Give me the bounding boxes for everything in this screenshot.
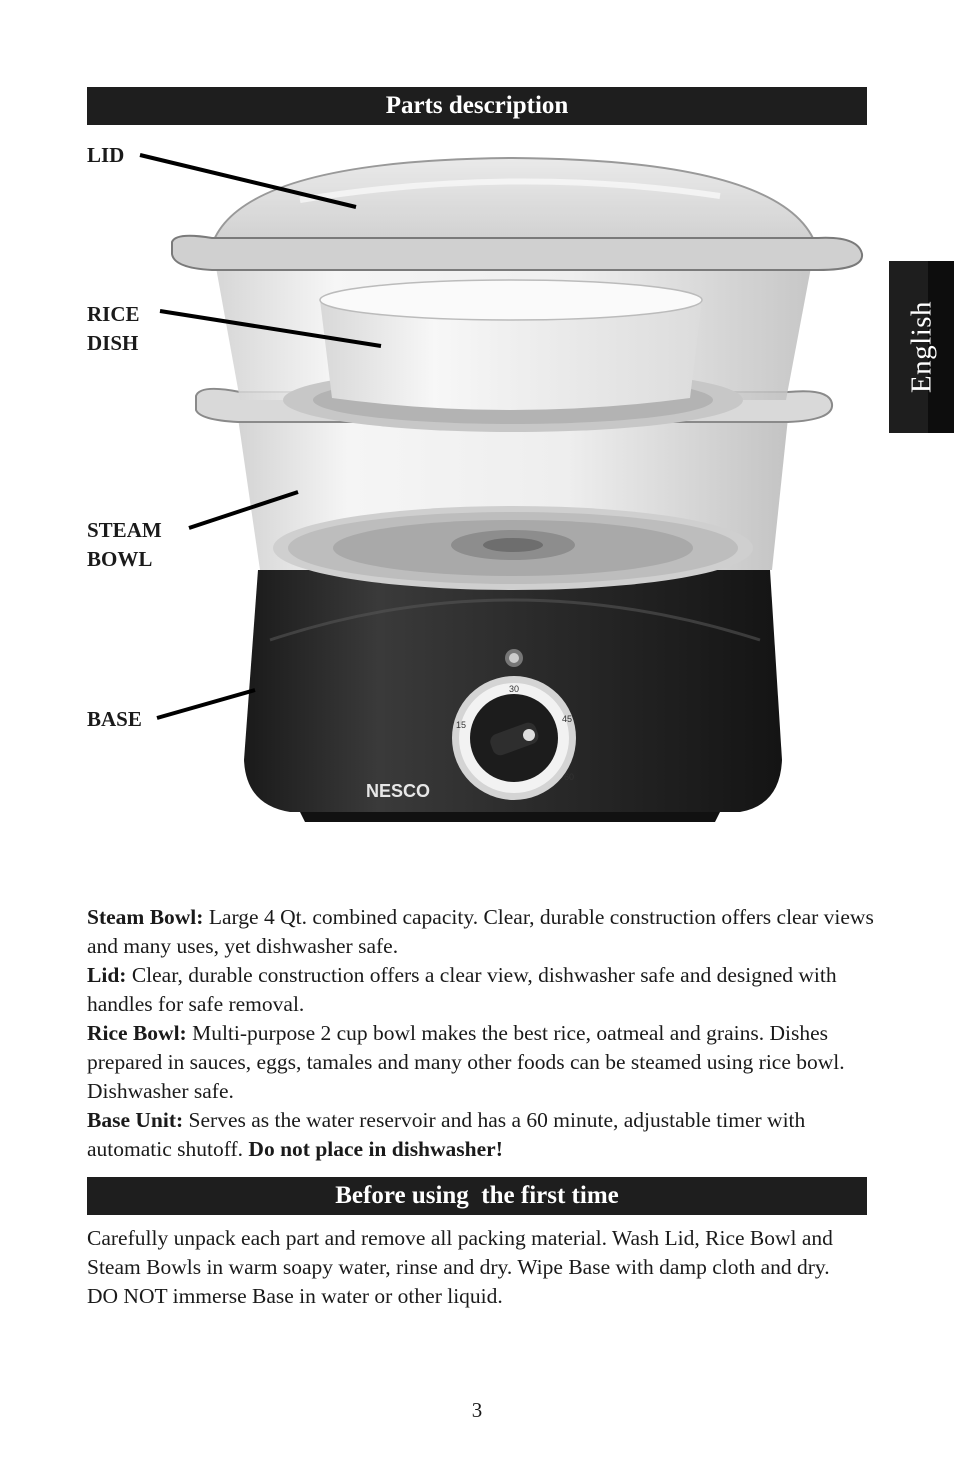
desc-lid-text: Clear, durable construction offers a clear view, dishwasher safe and designed with handles for safe removal. xyxy=(87,963,837,1016)
callout-lid-label: LID xyxy=(87,143,125,167)
desc-steam-bowl xyxy=(87,903,877,961)
parts-description-header: Parts description xyxy=(87,87,867,125)
before-paragraph-1: Carefully unpack each part and remove all packing material. Wash Lid, Rice Bowl and Steam Bowls in warm soapy water, rinse and dry. Wipe Base with damp cloth and dry. xyxy=(87,1226,833,1279)
steamer-lid xyxy=(172,158,862,270)
desc-rice-bowl-term: Rice Bowl: xyxy=(87,1021,187,1045)
desc-lid-term: Lid: xyxy=(87,963,127,987)
dial-tick-30: 30 xyxy=(508,684,520,694)
desc-rice-bowl-text: Multi-purpose 2 cup bowl makes the best rice, oatmeal and grains. Dishes prepared in sauces, eggs, tamales and many other foods can be steamed using rice bowl. Dishwasher safe. xyxy=(87,1021,845,1103)
food-steamer-illustration xyxy=(0,130,954,890)
desc-base-unit-term: Base Unit: xyxy=(87,1108,184,1132)
callout-base-label: BASE xyxy=(87,707,142,731)
language-tab-label: English xyxy=(905,300,937,394)
callout-rice-line1: RICE xyxy=(87,302,140,326)
callout-rice-line2: DISH xyxy=(87,331,139,355)
before-first-use-text xyxy=(87,1224,877,1311)
before-first-use-header: Before using the first time xyxy=(87,1177,867,1215)
desc-base-unit-warning: Do not place in dishwasher! xyxy=(248,1137,503,1161)
timer-dial xyxy=(452,676,576,800)
dial-tick-60: 60 xyxy=(563,772,575,782)
dial-tick-15: 15 xyxy=(455,720,467,730)
page-number: 3 xyxy=(471,1398,483,1422)
base-unit xyxy=(244,570,782,822)
desc-rice-bowl xyxy=(87,1019,877,1106)
callout-steam-line1: STEAM xyxy=(87,518,162,542)
before-paragraph-2: DO NOT immerse Base in water or other liquid. xyxy=(87,1284,503,1308)
desc-steam-bowl-text: Large 4 Qt. combined capacity. Clear, durable construction offers clear views and many uses, yet dishwasher safe. xyxy=(87,905,874,958)
callout-steam-line2: BOWL xyxy=(87,547,153,571)
desc-steam-bowl-term: Steam Bowl: xyxy=(87,905,204,929)
desc-base-unit-text: Serves as the water reservoir and has a 60 minute, adjustable timer with automatic shutoff. xyxy=(87,1108,806,1161)
parts-descriptions xyxy=(87,903,877,1164)
brand-logo: NESCO xyxy=(366,781,431,801)
leader-line-base xyxy=(157,690,255,718)
dial-tick-45: 45 xyxy=(561,714,573,724)
desc-base-unit xyxy=(87,1106,877,1164)
desc-lid xyxy=(87,961,877,1019)
